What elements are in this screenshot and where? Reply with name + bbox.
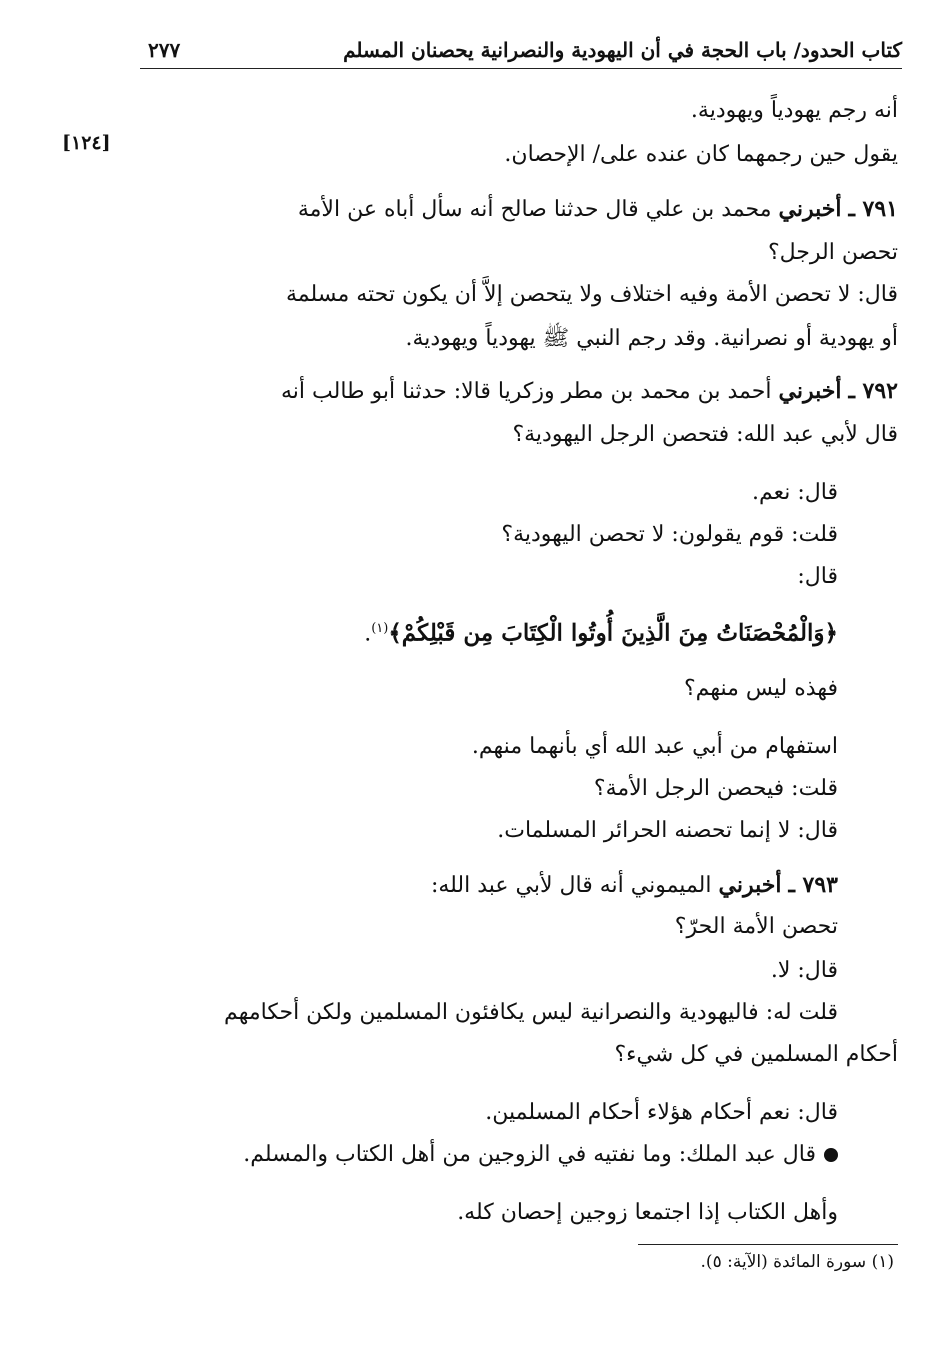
line-text: يقول حين رجمهما كان عنده على/ الإحصان. bbox=[504, 142, 898, 167]
bullet-icon bbox=[824, 1148, 838, 1162]
hadith-792-line bbox=[281, 376, 898, 407]
quran-verse-line bbox=[364, 614, 838, 649]
margin-reference: [١٢٤] bbox=[62, 132, 111, 154]
running-title: كتاب الحدود/ باب الحجة في أن اليهودية والنصرانية يحصنان المسلم bbox=[343, 38, 902, 62]
line-text: تحصن الأمة الحرّ؟ bbox=[674, 914, 838, 939]
text-line bbox=[771, 956, 838, 986]
line-text: أحمد بن محمد بن مطر وزكريا قالا: حدثنا أبو طالب أنه bbox=[280, 379, 779, 404]
line-text: أو يهودية أو نصرانية. وقد رجم النبي ﷺ يهودياً ويهودية. bbox=[405, 326, 898, 351]
bullet-line bbox=[243, 1140, 838, 1170]
footnote-divider bbox=[638, 1244, 898, 1245]
text-line bbox=[594, 774, 838, 804]
text-line bbox=[752, 478, 838, 508]
hadith-793-line bbox=[431, 870, 838, 901]
line-text: قلت: فيحصن الرجل الأمة؟ bbox=[593, 776, 838, 801]
hadith-791-line bbox=[298, 194, 898, 225]
line-text: تحصن الرجل؟ bbox=[767, 240, 898, 265]
text-line bbox=[504, 140, 898, 170]
text-line bbox=[684, 674, 838, 704]
line-text: استفهام من أبي عبد الله أي بأنهما منهم. bbox=[471, 734, 838, 759]
text-line bbox=[691, 96, 898, 126]
hadith-keyword: أخبرني bbox=[778, 378, 842, 404]
text-line bbox=[224, 998, 838, 1028]
line-text: قال عبد الملك: وما نفتيه في الزوجين من أهل الكتاب والمسلم. bbox=[243, 1142, 816, 1167]
text-line bbox=[472, 732, 838, 762]
footnote-marker: (١) bbox=[371, 621, 389, 636]
line-text: وأهل الكتاب إذا اجتمعا زوجين إحصان كله. bbox=[457, 1200, 838, 1225]
text-line bbox=[457, 1198, 838, 1228]
text-line bbox=[768, 238, 898, 268]
text-line bbox=[615, 1040, 899, 1070]
hadith-number: ٧٩٢ ـ bbox=[848, 378, 898, 404]
hadith-keyword: أخبرني bbox=[778, 196, 842, 222]
line-text: قلت له: فاليهودية والنصرانية ليس يكافئون المسلمين ولكن أحكامهم bbox=[224, 1000, 838, 1025]
hadith-number: ٧٩٣ ـ bbox=[788, 872, 838, 898]
line-text: محمد بن علي قال حدثنا صالح أنه سأل أباه عن الأمة bbox=[297, 197, 779, 222]
line-tail: . bbox=[364, 621, 372, 647]
text-line bbox=[497, 816, 838, 846]
line-text: قال: نعم أحكام هؤلاء أحكام المسلمين. bbox=[485, 1100, 838, 1125]
line-text: فهذه ليس منهم؟ bbox=[684, 676, 838, 701]
page-number: ٢٧٧ bbox=[148, 38, 181, 62]
text-line bbox=[675, 912, 838, 942]
text-line bbox=[485, 1098, 838, 1128]
text-line bbox=[501, 520, 838, 550]
line-text: قال لأبي عبد الله: فتحصن الرجل اليهودية؟ bbox=[512, 422, 898, 447]
line-text: قال: لا تحصن الأمة وفيه اختلاف ولا يتحصن إلاَّ أن يكون تحته مسلمة bbox=[286, 282, 898, 307]
text-line bbox=[286, 280, 898, 310]
line-text: قلت: قوم يقولون: لا تحصن اليهودية؟ bbox=[501, 522, 838, 547]
text-line bbox=[797, 562, 838, 592]
line-text: أحكام المسلمين في كل شيء؟ bbox=[614, 1042, 898, 1067]
line-text: الميموني أنه قال لأبي عبد الله: bbox=[430, 873, 719, 898]
line-text: قال: لا. bbox=[770, 958, 838, 983]
line-text: قال: نعم. bbox=[752, 480, 838, 505]
line-text: قال: bbox=[797, 564, 838, 589]
text-line bbox=[405, 324, 898, 354]
text-line bbox=[512, 420, 898, 450]
line-text: قال: لا إنما تحصنه الحرائر المسلمات. bbox=[497, 818, 838, 843]
hadith-keyword: أخبرني bbox=[718, 872, 782, 898]
hadith-number: ٧٩١ ـ bbox=[848, 196, 898, 222]
line-text: أنه رجم يهودياً ويهودية. bbox=[690, 98, 898, 123]
page-header bbox=[140, 28, 902, 69]
footnote: (١) سورة المائدة (الآية: ٥). bbox=[700, 1252, 894, 1272]
quran-verse: ﴿وَالْمُحْصَنَاتُ مِنَ الَّذِينَ أُوتُوا الْكِتَابَ مِن قَبْلِكُمْ﴾ bbox=[388, 619, 838, 647]
